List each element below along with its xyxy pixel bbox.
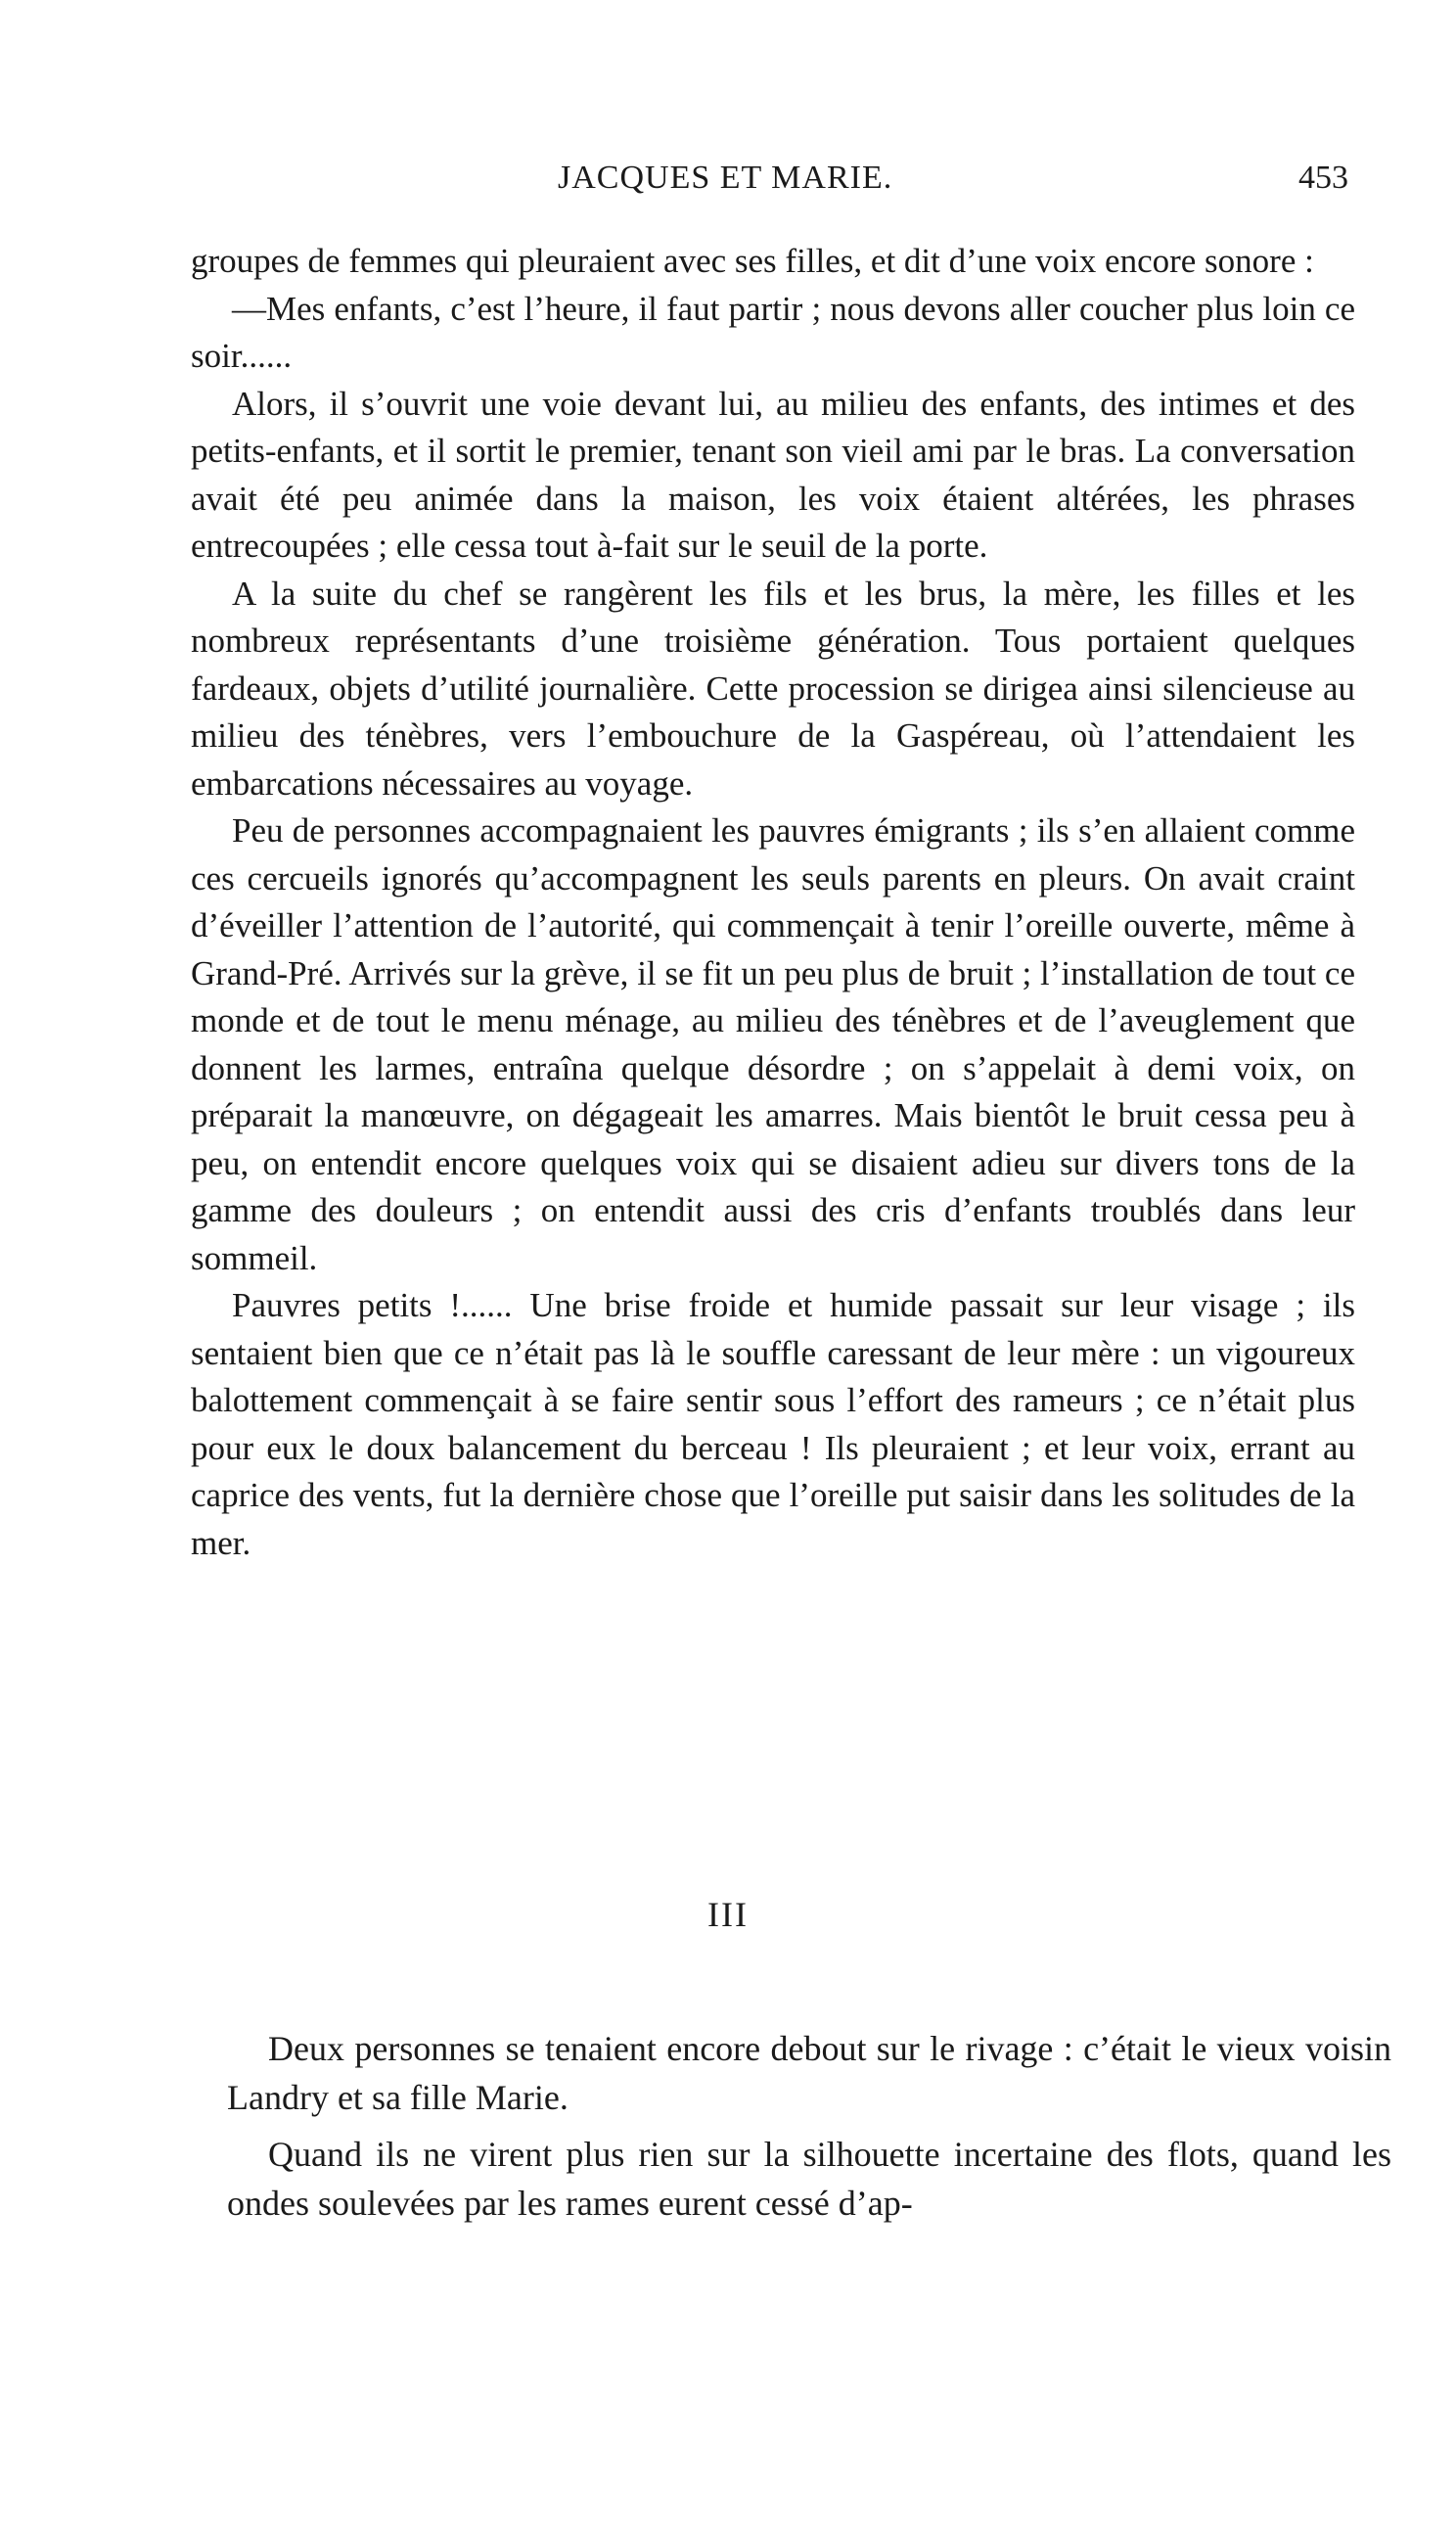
paragraph: Alors, il s’ouvrit une voie devant lui, au milieu des enfants, des intimes et des petits-enfants, et il sortit le premier, tenant son vieil ami par le bras. La conversation avait été peu animée dans la maison, les voix étaient altérées, les phrases entrecoupées ; elle cessa tout à-fait sur le seuil de la porte. bbox=[191, 384, 1355, 565]
paragraph: Quand ils ne virent plus rien sur la silhouette incertaine des flots, quand les ondes soulevées par les rames eurent cessé d’ap- bbox=[227, 2135, 1391, 2223]
page-number: 453 bbox=[1298, 160, 1348, 196]
section-body-text bbox=[227, 2024, 1391, 2228]
section-heading: III bbox=[707, 1895, 749, 1934]
paragraph: Peu de personnes accompagnaient les pauvres émigrants ; ils s’en allaient comme ces cercueils ignorés qu’accompagnent les seuls parents en pleurs. On avait craint d’éveiller l’attention de l’autorité, qui commençait à tenir l’oreille ouverte, même à Grand-Pré. Arrivés sur la grève, il se fit un peu plus de bruit ; l’installation de tout ce monde et de tout le menu ménage, au milieu des ténèbres et de l’aveuglement que donnent les larmes, entraîna quelque désordre ; on s’appelait à demi voix, on préparait la manœuvre, on dégageait les amarres. Mais bientôt le bruit cessa peu à peu, on entendit encore quelques voix qui se disaient adieu sur divers tons de la gamme des douleurs ; on entendit aussi des cris d’enfants troublés dans leur sommeil. bbox=[191, 811, 1355, 1277]
paragraph-continuation: groupes de femmes qui pleuraient avec ses filles, et dit d’une voix encore sonore : bbox=[191, 242, 1314, 280]
paragraph: A la suite du chef se rangèrent les fils et les brus, la mère, les filles et les nombreux représentants d’une troisième génération. Tous portaient quelques fardeaux, objets d’utilité journalière. Cette procession se dirigea ainsi silencieuse au milieu des ténèbres, vers l’embouchure de la Gaspéreau, où l’attendaient les embarcations nécessaires au voyage. bbox=[191, 574, 1355, 803]
paragraph: Deux personnes se tenaient encore debout sur le rivage : c’était le vieux voisin Landry et sa fille Marie. bbox=[227, 2029, 1391, 2117]
paragraph: Pauvres petits !...... Une brise froide et humide passait sur leur visage ; ils sentaient bien que ce n’était pas là le souffle caressant de leur mère : un vigoureux balottement commençait à se faire sentir sous l’effort des rameurs ; ce n’était plus pour eux le doux balancement du berceau ! Ils pleuraient ; et leur voix, errant au caprice des vents, fut la dernière chose que l’oreille put saisir dans les solitudes de la mer. bbox=[191, 1286, 1355, 1562]
page-header bbox=[196, 160, 1348, 208]
body-text bbox=[191, 238, 1355, 1567]
running-title: JACQUES ET MARIE. bbox=[558, 160, 893, 196]
paragraph-dialogue: —Mes enfants, c’est l’heure, il faut partir ; nous devons aller coucher plus loin ce soir...... bbox=[191, 289, 1355, 375]
